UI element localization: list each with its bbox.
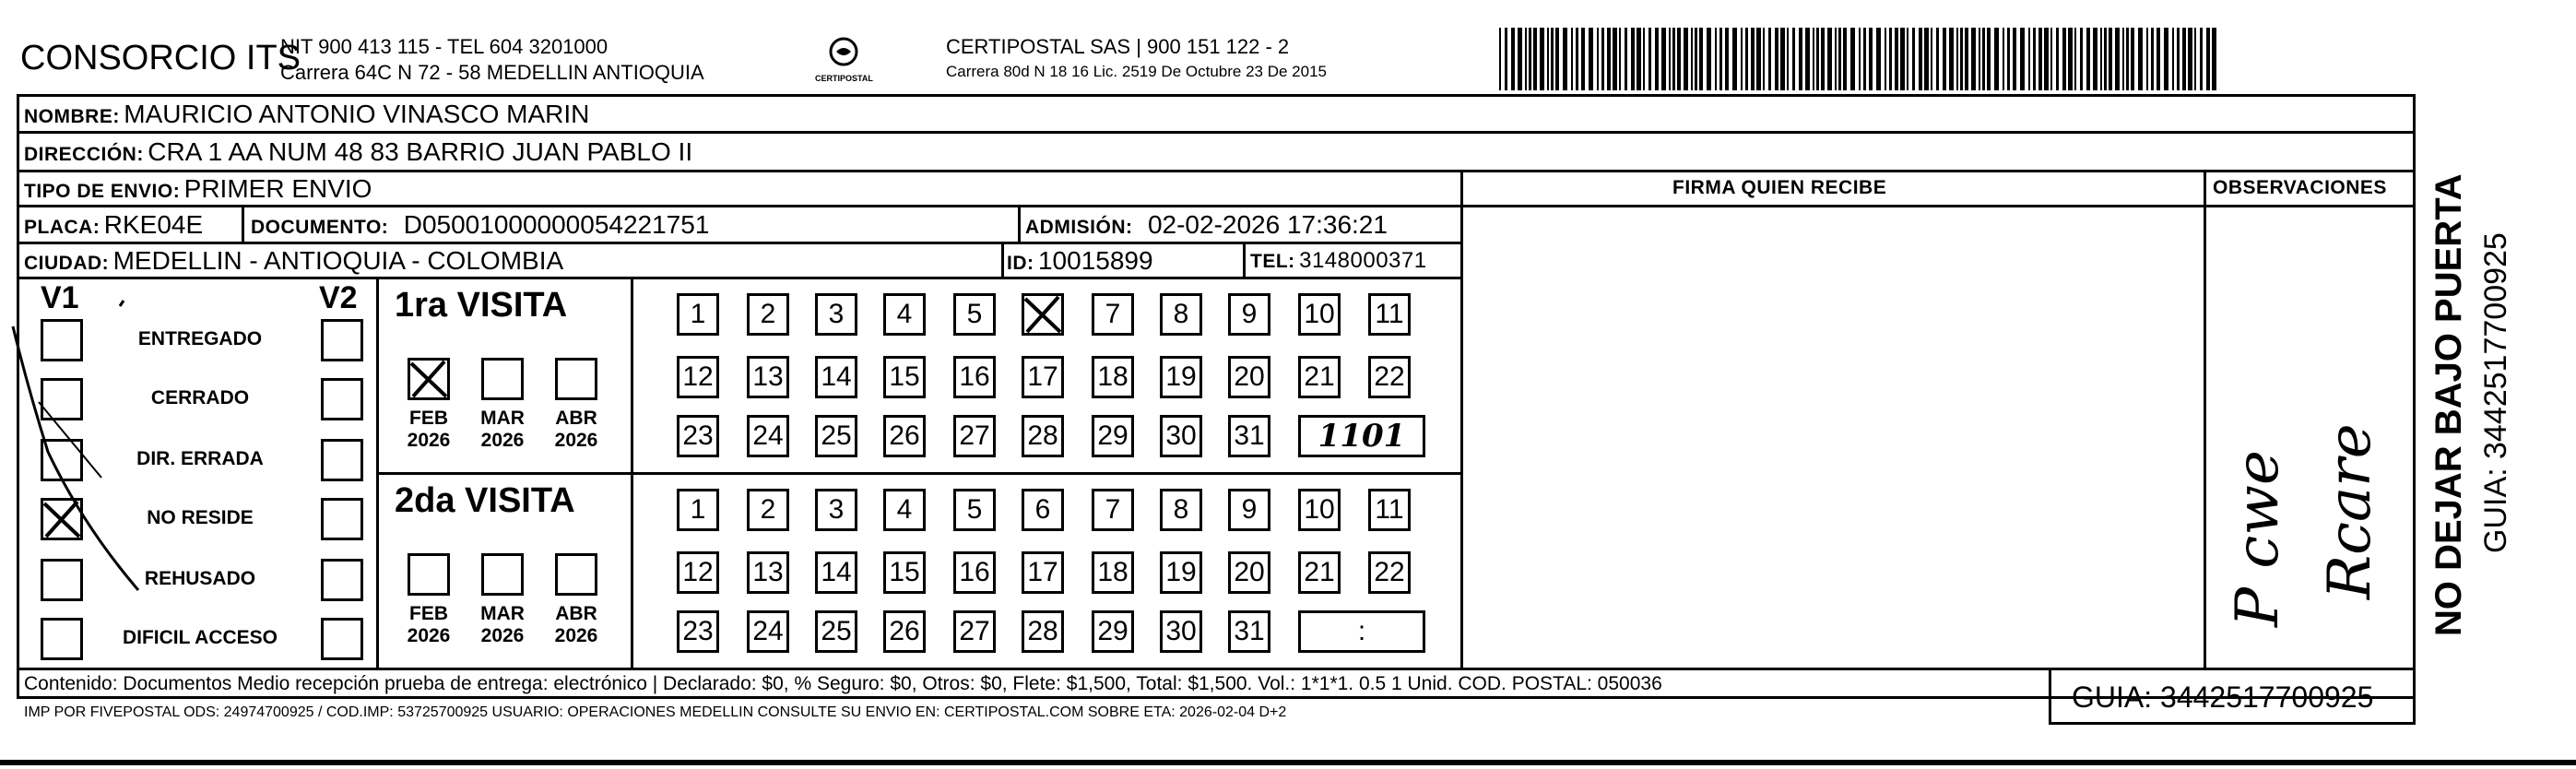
footer-line1: Contenido: Documentos Medio recepción prueba de entrega: electrónico | Declarado: $0, % Seguro: $0, Otros: $0, Flete: $1,500, Total: $1,500. Vol.: 1*1*1. 0.5 1 Unid. COD. POSTAL: 050036 [24, 673, 1662, 694]
day-box[interactable]: 4 [883, 293, 926, 336]
footer-guia-box [2049, 668, 2416, 725]
day-box[interactable]: 9 [1228, 489, 1270, 531]
month-name: MAR [480, 408, 525, 429]
barcode-bar [1924, 28, 1929, 90]
day-box[interactable]: 27 [953, 610, 996, 653]
barcode-bar [2164, 28, 2168, 90]
placa-cell [24, 210, 203, 240]
barcode-bar [2044, 28, 2049, 90]
day-box[interactable]: 24 [747, 610, 789, 653]
barcode-bar [1895, 28, 1898, 90]
barcode-bar [1943, 28, 1946, 90]
barcode-bar [1900, 28, 1905, 90]
day-box[interactable]: 15 [883, 551, 926, 594]
documento-label: DOCUMENTO: [251, 217, 389, 238]
day-box[interactable]: 9 [1228, 293, 1270, 336]
day-box[interactable]: 14 [815, 551, 857, 594]
barcode-bar [1907, 28, 1908, 90]
barcode-bar [1859, 28, 1861, 90]
day-box[interactable]: 23 [677, 415, 719, 457]
barcode-bar [1885, 28, 1886, 90]
month-label [396, 603, 461, 647]
day-box[interactable]: 29 [1092, 415, 1134, 457]
day-box[interactable]: 31 [1228, 415, 1270, 457]
barcode-bar [1751, 28, 1755, 90]
barcode-bar [2050, 28, 2052, 90]
day-box[interactable]: 13 [747, 551, 789, 594]
barcode [1499, 28, 2227, 90]
day-box[interactable]: 8 [1160, 293, 1202, 336]
barcode-bar [1699, 28, 1703, 90]
barcode-bar [1669, 28, 1671, 90]
barcode-bar [2056, 28, 2059, 90]
day-box[interactable]: 3 [815, 489, 857, 531]
barcode-bar [1684, 28, 1688, 90]
barcode-bar [1821, 28, 1825, 90]
day-box[interactable]: 28 [1022, 610, 1064, 653]
barcode-bar [1613, 28, 1617, 90]
barcode-bar [1525, 28, 1527, 90]
day-box[interactable]: 17 [1022, 551, 1064, 594]
barcode-bar [1863, 28, 1866, 90]
company-address: Carrera 64C N 72 - 58 MEDELLIN ANTIOQUIA [280, 61, 704, 84]
month-year: 2026 [407, 625, 451, 646]
v2-header: V2 [319, 280, 358, 315]
barcode-bar [1691, 28, 1693, 90]
footer-bottom-line [0, 760, 2576, 765]
barcode-bar [2122, 28, 2124, 90]
barcode-bar [1827, 28, 1832, 90]
check-mark-icon [1022, 293, 1064, 336]
day-box[interactable]: 29 [1092, 610, 1134, 653]
status-option-label: DIR. ERRADA [136, 448, 264, 469]
day-box[interactable]: 25 [815, 415, 857, 457]
month-label [396, 408, 461, 452]
id-label: ID: [1007, 253, 1034, 274]
month-checkbox[interactable] [481, 358, 524, 400]
barcode-bar [1529, 28, 1531, 90]
month-checkbox[interactable] [555, 553, 597, 596]
barcode-bar [1869, 28, 1873, 90]
day-box[interactable]: 21 [1298, 356, 1341, 398]
barcode-bar [1563, 28, 1567, 90]
barcode-bar [1695, 28, 1697, 90]
barcode-bar [1581, 28, 1585, 90]
barcode-bar [2093, 28, 2097, 90]
observation-handwriting-1: P cwe [2224, 450, 2292, 627]
barcode-bar [2080, 28, 2083, 90]
barcode-bar [1912, 28, 1915, 90]
day-box[interactable]: 10 [1298, 489, 1341, 531]
barcode-bar [1971, 28, 1976, 90]
day-box[interactable]: 4 [883, 489, 926, 531]
direccion-label: DIRECCIÓN: [24, 144, 144, 165]
day-box[interactable]: 6 [1022, 489, 1064, 531]
status-handwritten-stroke [0, 277, 387, 669]
barcode-bar [1756, 28, 1761, 90]
nombre-label: NOMBRE: [24, 106, 120, 127]
day-box[interactable]: 12 [677, 551, 719, 594]
barcode-bar [2177, 28, 2180, 90]
admision-cell [1025, 210, 1388, 240]
barcode-bar [1838, 28, 1841, 90]
barcode-bar [1607, 28, 1611, 90]
day-box[interactable]: 1 [677, 489, 719, 531]
ciudad-value: MEDELLIN - ANTIOQUIA - COLOMBIA [112, 246, 564, 275]
side-text [2419, 92, 2576, 645]
barcode-bar [2100, 28, 2102, 90]
day-box[interactable]: 20 [1228, 551, 1270, 594]
barcode-bar [2007, 28, 2010, 90]
month-name: FEB [409, 408, 448, 429]
barcode-bar [2126, 28, 2129, 90]
barcode-bar [1850, 28, 1855, 90]
barcode-bar [1511, 28, 1515, 90]
day-box[interactable]: 2 [747, 489, 789, 531]
day-box[interactable]: 30 [1160, 610, 1202, 653]
barcode-bar [2157, 28, 2160, 90]
day-box[interactable]: 7 [1092, 293, 1134, 336]
certipostal-line2: Carrera 80d N 18 16 Lic. 2519 De Octubre 23 De 2015 [946, 63, 1327, 80]
barcode-bar [1799, 28, 1802, 90]
barcode-bar [1643, 28, 1645, 90]
day-box[interactable]: 15 [883, 356, 926, 398]
certipostal-logo [811, 33, 876, 89]
barcode-bar [1889, 28, 1892, 90]
barcode-bar [2013, 28, 2016, 90]
visit-title: 1ra VISITA [395, 286, 568, 325]
barcode-bar [1931, 28, 1932, 90]
barcode-bar [2138, 28, 2143, 90]
barcode-bar [2068, 28, 2073, 90]
header [0, 0, 2576, 92]
day-box[interactable]: 21 [1298, 551, 1341, 594]
barcode-bar [1994, 28, 1999, 90]
barcode-bar [1813, 28, 1814, 90]
documento-cell [251, 210, 709, 240]
month-year: 2026 [480, 625, 525, 646]
barcode-bar [2003, 28, 2004, 90]
side-warning: NO DEJAR BAJO PUERTA [2428, 173, 2469, 636]
barcode-bar [1956, 28, 1958, 90]
company-name: CONSORCIO ITS [20, 39, 301, 77]
month-checkbox[interactable] [555, 358, 597, 400]
day-box[interactable]: 11 [1368, 489, 1411, 531]
barcode-bar [2194, 28, 2196, 90]
nombre-value: MAURICIO ANTONIO VINASCO MARIN [124, 100, 590, 128]
certipostal-logo-text: CERTIPOSTAL [815, 74, 873, 83]
barcode-bar [1576, 28, 1578, 90]
barcode-bar [2038, 28, 2042, 90]
status-option-label: ENTREGADO [137, 328, 263, 349]
month-name: ABR [555, 408, 597, 429]
barcode-bar [1631, 28, 1635, 90]
barcode-bar [1745, 28, 1748, 90]
tipo-row [24, 174, 372, 204]
placa-value: RKE04E [103, 210, 204, 239]
barcode-bar [2206, 28, 2210, 90]
barcode-bar [1555, 28, 1559, 90]
observation-handwriting [2213, 277, 2416, 664]
observaciones-label: OBSERVACIONES [2213, 177, 2387, 198]
ciudad-cell [24, 246, 563, 276]
tel-label: TEL: [1250, 251, 1295, 272]
barcode-bar [1805, 28, 1810, 90]
day-box[interactable]: 8 [1160, 489, 1202, 531]
barcode-bar [1979, 28, 1980, 90]
barcode-bar [1987, 28, 1991, 90]
status-option-label: REHUSADO [144, 568, 256, 589]
barcode-bar [1949, 28, 1954, 90]
day-box[interactable]: 30 [1160, 415, 1202, 457]
day-box[interactable]: 23 [677, 610, 719, 653]
month-name: ABR [555, 603, 597, 624]
barcode-bar [1982, 28, 1985, 90]
nit-line: NIT 900 413 115 - TEL 604 3201000 [280, 35, 609, 58]
tel-value: 3148000371 [1299, 248, 1427, 273]
day-box[interactable]: 12 [677, 356, 719, 398]
status-option-label: CERRADO [150, 387, 250, 408]
barcode-bar [1589, 28, 1593, 90]
barcode-bar [1719, 28, 1722, 90]
barcode-bar [2151, 28, 2154, 90]
day-box[interactable]: 5 [953, 293, 996, 336]
barcode-bar [2062, 28, 2066, 90]
barcode-bar [1732, 28, 1737, 90]
barcode-bar [2086, 28, 2090, 90]
barcode-bar [2182, 28, 2186, 90]
barcode-bar [1707, 28, 1711, 90]
day-box[interactable]: 24 [747, 415, 789, 457]
barcode-bar [1965, 28, 1968, 90]
barcode-bar [1677, 28, 1681, 90]
placa-label: PLACA: [24, 217, 100, 238]
month-checkbox[interactable] [481, 553, 524, 596]
barcode-bar [1601, 28, 1604, 90]
barcode-bar [1637, 28, 1641, 90]
status-option-label: NO RESIDE [147, 507, 254, 528]
month-year: 2026 [480, 430, 525, 451]
month-label [544, 408, 609, 452]
barcode-bar [1597, 28, 1599, 90]
day-box[interactable]: 18 [1092, 551, 1134, 594]
day-box[interactable]: 19 [1160, 356, 1202, 398]
id-value: 10015899 [1037, 246, 1153, 275]
day-box[interactable] [1022, 293, 1064, 336]
barcode-bar [1551, 28, 1554, 90]
barcode-bar [1655, 28, 1659, 90]
barcode-bar [1816, 28, 1819, 90]
day-box[interactable]: 20 [1228, 356, 1270, 398]
month-year: 2026 [554, 430, 598, 451]
barcode-bar [1768, 28, 1771, 90]
barcode-bar [2074, 28, 2076, 90]
month-label [544, 603, 609, 647]
barcode-bar [2109, 28, 2112, 90]
check-mark-icon [408, 358, 450, 400]
admision-label: ADMISIÓN: [1025, 217, 1133, 238]
certipostal-line1: CERTIPOSTAL SAS | 900 151 122 - 2 [946, 35, 1290, 58]
status-option-label: DIFICIL ACCESO [122, 627, 278, 648]
barcode-bar [2115, 28, 2120, 90]
month-checkbox[interactable] [408, 553, 450, 596]
month-year: 2026 [554, 625, 598, 646]
barcode-bar [2033, 28, 2036, 90]
barcode-bar [2172, 28, 2174, 90]
barcode-bar [1792, 28, 1795, 90]
admision-value: 02-02-2026 17:36:21 [1147, 210, 1388, 239]
barcode-bar [2020, 28, 2025, 90]
day-box[interactable]: 16 [953, 356, 996, 398]
barcode-bar [2212, 28, 2216, 90]
day-box[interactable]: 18 [1092, 356, 1134, 398]
barcode-bar [1661, 28, 1666, 90]
month-name: FEB [409, 603, 448, 624]
barcode-bar [1936, 28, 1939, 90]
barcode-bar [1540, 28, 1544, 90]
month-year: 2026 [407, 430, 451, 451]
day-box[interactable]: 11 [1368, 293, 1411, 336]
barcode-bar [1619, 28, 1621, 90]
barcode-bar [1787, 28, 1789, 90]
barcode-bar [1960, 28, 1963, 90]
visit-hour-field[interactable]: : [1298, 610, 1425, 653]
month-label [470, 408, 535, 452]
barcode-bar [1533, 28, 1537, 90]
barcode-bar [2104, 28, 2107, 90]
day-box[interactable]: 14 [815, 356, 857, 398]
visit-title: 2da VISITA [395, 481, 575, 520]
barcode-bar [1499, 28, 1501, 90]
barcode-bar [1625, 28, 1627, 90]
nombre-row [24, 100, 589, 129]
month-name: MAR [480, 603, 525, 624]
day-box[interactable]: 26 [883, 415, 926, 457]
visit-hour-field[interactable]: 1101 [1298, 415, 1425, 457]
v1-header: V1 [41, 280, 79, 315]
barcode-bar [1843, 28, 1847, 90]
observation-handwriting-2: Rcare [2316, 423, 2384, 599]
direccion-row [24, 137, 692, 167]
day-box[interactable]: 28 [1022, 415, 1064, 457]
day-box[interactable]: 25 [815, 610, 857, 653]
day-box[interactable]: 13 [747, 356, 789, 398]
ciudad-label: CIUDAD: [24, 253, 110, 274]
barcode-bar [2200, 28, 2203, 90]
barcode-bar [1672, 28, 1675, 90]
day-box[interactable]: 5 [953, 489, 996, 531]
day-box[interactable]: 7 [1092, 489, 1134, 531]
barcode-bar [1780, 28, 1785, 90]
day-box[interactable]: 1 [677, 293, 719, 336]
day-box[interactable]: 22 [1368, 356, 1411, 398]
day-box[interactable]: 10 [1298, 293, 1341, 336]
tipo-label: TIPO DE ENVIO: [24, 181, 181, 202]
barcode-bar [2028, 28, 2030, 90]
barcode-bar [1835, 28, 1837, 90]
day-box[interactable]: 2 [747, 293, 789, 336]
barcode-bar [1876, 28, 1881, 90]
tipo-value: PRIMER ENVIO [183, 174, 372, 203]
id-cell [1007, 246, 1153, 276]
barcode-bar [1547, 28, 1549, 90]
barcode-bar [1505, 28, 1507, 90]
barcode-bar [1775, 28, 1778, 90]
barcode-bar [2146, 28, 2148, 90]
barcode-bar [1715, 28, 1717, 90]
footer-guia: GUIA: 3442517700925 [2072, 680, 2374, 714]
barcode-bar [1741, 28, 1743, 90]
footer-line2: IMP POR FIVEPOSTAL ODS: 24974700925 / COD.IMP: 53725700925 USUARIO: OPERACIONES MEDELLIN CONSULTE SU ENVIO EN: CERTIPOSTAL.COM SOBRE ETA: 2026-02-04 D+2 [24, 704, 1287, 720]
day-box[interactable]: 31 [1228, 610, 1270, 653]
documento-value: D05001000000054221751 [403, 210, 710, 239]
day-box[interactable]: 3 [815, 293, 857, 336]
day-box[interactable]: 19 [1160, 551, 1202, 594]
day-box[interactable]: 16 [953, 551, 996, 594]
barcode-bar [1919, 28, 1922, 90]
month-checkbox[interactable] [408, 358, 450, 400]
day-box[interactable]: 17 [1022, 356, 1064, 398]
barcode-bar [1648, 28, 1651, 90]
firma-label: FIRMA QUIEN RECIBE [1672, 177, 1887, 198]
barcode-bar [2188, 28, 2192, 90]
side-guia: GUIA: 3442517700925 [2478, 232, 2513, 553]
barcode-bar [1725, 28, 1729, 90]
tel-cell [1250, 248, 1427, 274]
day-box[interactable]: 27 [953, 415, 996, 457]
month-label [470, 603, 535, 647]
barcode-bar [1571, 28, 1573, 90]
barcode-bar [1518, 28, 1522, 90]
barcode-bar [2131, 28, 2134, 90]
day-box[interactable]: 22 [1368, 551, 1411, 594]
day-box[interactable]: 26 [883, 610, 926, 653]
direccion-value: CRA 1 AA NUM 48 83 BARRIO JUAN PABLO II [148, 137, 693, 166]
barcode-bar [1763, 28, 1765, 90]
